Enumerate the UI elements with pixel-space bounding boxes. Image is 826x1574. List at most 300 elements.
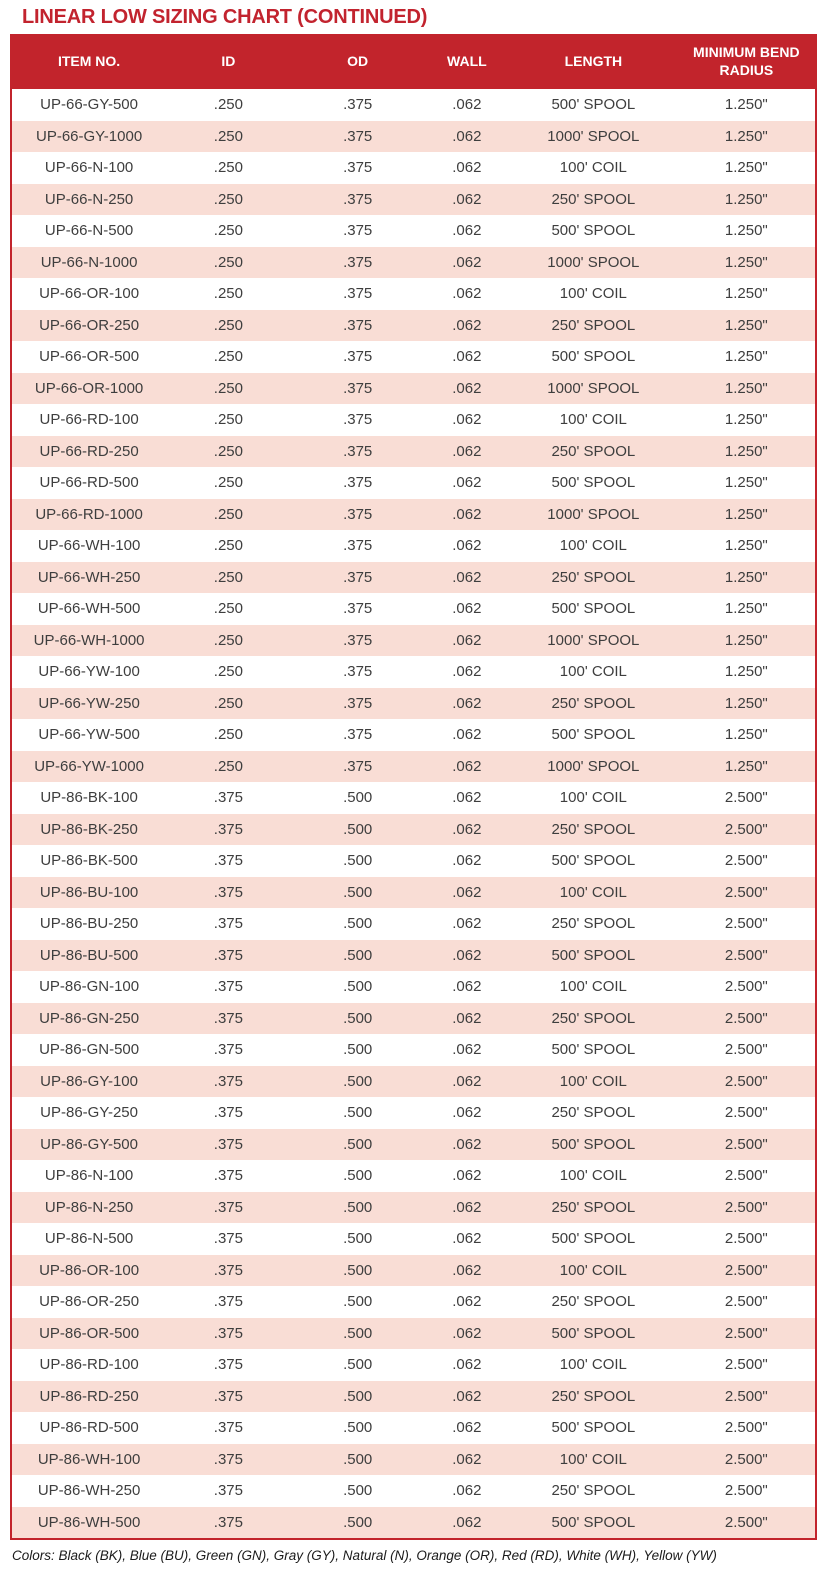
cell-length: 500' SPOOL bbox=[551, 1419, 636, 1437]
table-row bbox=[12, 625, 815, 657]
table-row bbox=[12, 1003, 815, 1035]
cell-length: 250' SPOOL bbox=[509, 562, 678, 594]
cell-id: .250 bbox=[166, 751, 290, 783]
cell-od: .500 bbox=[291, 1381, 425, 1413]
cell-wall: .062 bbox=[452, 600, 482, 618]
cell-od: .375 bbox=[291, 751, 425, 783]
cell-bend-radius: 2.500" bbox=[678, 1381, 815, 1413]
cell-id: .375 bbox=[166, 940, 290, 972]
table-row bbox=[12, 215, 815, 247]
cell-item-no: UP-66-RD-1000 bbox=[12, 499, 166, 531]
cell-od: .500 bbox=[291, 1507, 425, 1539]
cell-wall: .062 bbox=[452, 411, 482, 429]
cell-od: .375 bbox=[343, 474, 373, 492]
cell-item-no: UP-86-BK-100 bbox=[40, 789, 138, 807]
cell-id: .375 bbox=[166, 1255, 290, 1287]
table-row bbox=[12, 719, 815, 751]
cell-id: .375 bbox=[166, 1066, 290, 1098]
cell-bend-radius: 1.250" bbox=[678, 499, 815, 531]
cell-length: 100' COIL bbox=[509, 877, 678, 909]
cell-od: .375 bbox=[291, 247, 425, 279]
cell-id: .375 bbox=[166, 1192, 290, 1224]
cell-wall: .062 bbox=[452, 1041, 482, 1059]
cell-bend-radius: 2.500" bbox=[678, 1255, 815, 1287]
cell-id: .250 bbox=[166, 121, 290, 153]
cell-wall: .062 bbox=[425, 1192, 509, 1224]
cell-wall: .062 bbox=[425, 940, 509, 972]
cell-length: 1000' SPOOL bbox=[509, 121, 678, 153]
cell-bend-radius: 1.250" bbox=[724, 159, 768, 177]
table-row bbox=[12, 593, 815, 625]
cell-od: .500 bbox=[343, 915, 373, 933]
cell-wall: .062 bbox=[425, 436, 509, 468]
cell-item-no: UP-66-RD-100 bbox=[39, 411, 139, 429]
page-title: LINEAR LOW SIZING CHART (CONTINUED) bbox=[22, 6, 428, 28]
cell-item-no: UP-86-GY-100 bbox=[12, 1066, 166, 1098]
cell-item-no: UP-86-GN-500 bbox=[39, 1041, 140, 1059]
cell-item-no: UP-66-N-1000 bbox=[12, 247, 166, 279]
cell-length: 500' SPOOL bbox=[509, 1129, 678, 1161]
cell-od: .500 bbox=[291, 1129, 425, 1161]
cell-wall: .062 bbox=[452, 978, 482, 996]
table-row bbox=[12, 1349, 815, 1381]
cell-wall: .062 bbox=[452, 1167, 482, 1185]
cell-id: .375 bbox=[166, 814, 290, 846]
column-header-item-no: ITEM NO. bbox=[12, 34, 166, 89]
table-row bbox=[12, 499, 815, 531]
table-row bbox=[12, 1381, 815, 1413]
table-row bbox=[12, 530, 815, 562]
table-row bbox=[12, 1412, 815, 1444]
table-row bbox=[12, 877, 815, 909]
cell-bend-radius: 2.500" bbox=[678, 1507, 815, 1539]
cell-od: .375 bbox=[291, 184, 425, 216]
cell-item-no: UP-66-N-500 bbox=[44, 222, 134, 240]
cell-id: .250 bbox=[213, 159, 243, 177]
table-row bbox=[12, 1192, 815, 1224]
cell-length: 1000' SPOOL bbox=[509, 499, 678, 531]
cell-item-no: UP-66-OR-500 bbox=[39, 348, 140, 366]
cell-item-no: UP-86-N-250 bbox=[12, 1192, 166, 1224]
cell-od: .375 bbox=[291, 436, 425, 468]
cell-id: .375 bbox=[166, 1003, 290, 1035]
cell-id: .250 bbox=[213, 663, 243, 681]
cell-item-no: UP-66-GY-500 bbox=[40, 96, 138, 114]
cell-length: 500' SPOOL bbox=[551, 348, 636, 366]
cell-od: .375 bbox=[343, 285, 373, 303]
cell-length: 500' SPOOL bbox=[551, 96, 636, 114]
cell-length: 100' COIL bbox=[559, 159, 627, 177]
cell-item-no: UP-86-GY-500 bbox=[12, 1129, 166, 1161]
color-legend-note: Colors: Black (BK), Blue (BU), Green (GN), Gray (GY), Natural (N), Orange (OR), Red (RD), White (WH), Yellow (YW) bbox=[12, 1548, 717, 1563]
cell-item-no: UP-86-RD-500 bbox=[39, 1419, 139, 1437]
cell-wall: .062 bbox=[452, 348, 482, 366]
cell-id: .375 bbox=[213, 1167, 243, 1185]
cell-length: 500' SPOOL bbox=[551, 1230, 636, 1248]
table-row bbox=[12, 1507, 815, 1539]
cell-item-no: UP-86-BK-250 bbox=[12, 814, 166, 846]
cell-wall: .062 bbox=[452, 1356, 482, 1374]
table-row bbox=[12, 562, 815, 594]
cell-bend-radius: 1.250" bbox=[678, 751, 815, 783]
cell-bend-radius: 2.500" bbox=[724, 852, 768, 870]
cell-id: .250 bbox=[213, 726, 243, 744]
table-row bbox=[12, 373, 815, 405]
cell-bend-radius: 1.250" bbox=[678, 436, 815, 468]
cell-od: .500 bbox=[343, 1356, 373, 1374]
cell-bend-radius: 1.250" bbox=[724, 411, 768, 429]
cell-bend-radius: 2.500" bbox=[678, 1192, 815, 1224]
cell-wall: .062 bbox=[425, 814, 509, 846]
cell-id: .250 bbox=[166, 688, 290, 720]
cell-wall: .062 bbox=[452, 663, 482, 681]
cell-id: .250 bbox=[166, 562, 290, 594]
cell-length: 100' COIL bbox=[509, 1066, 678, 1098]
cell-length: 100' COIL bbox=[509, 1255, 678, 1287]
cell-bend-radius: 2.500" bbox=[678, 940, 815, 972]
cell-item-no: UP-86-OR-500 bbox=[12, 1318, 166, 1350]
cell-id: .375 bbox=[213, 978, 243, 996]
cell-length: 500' SPOOL bbox=[551, 600, 636, 618]
cell-length: 250' SPOOL bbox=[509, 310, 678, 342]
catalog-page bbox=[0, 6, 826, 1563]
cell-od: .500 bbox=[291, 1192, 425, 1224]
cell-item-no: UP-86-GN-250 bbox=[12, 1003, 166, 1035]
cell-id: .375 bbox=[166, 1318, 290, 1350]
table-row bbox=[12, 1223, 815, 1255]
cell-item-no: UP-66-N-250 bbox=[12, 184, 166, 216]
cell-length: 500' SPOOL bbox=[551, 222, 636, 240]
cell-wall: .062 bbox=[452, 789, 482, 807]
cell-item-no: UP-86-WH-100 bbox=[12, 1444, 166, 1476]
column-header-length: LENGTH bbox=[509, 34, 678, 89]
cell-item-no: UP-86-GN-100 bbox=[39, 978, 140, 996]
cell-bend-radius: 2.500" bbox=[678, 877, 815, 909]
cell-length: 500' SPOOL bbox=[551, 852, 636, 870]
cell-bend-radius: 1.250" bbox=[724, 96, 768, 114]
table-row bbox=[12, 1444, 815, 1476]
cell-bend-radius: 2.500" bbox=[678, 814, 815, 846]
cell-od: .375 bbox=[343, 726, 373, 744]
cell-length: 250' SPOOL bbox=[551, 1293, 636, 1311]
cell-bend-radius: 2.500" bbox=[678, 1129, 815, 1161]
cell-id: .250 bbox=[213, 411, 243, 429]
cell-id: .375 bbox=[213, 1104, 243, 1122]
table-row bbox=[12, 341, 815, 373]
cell-bend-radius: 1.250" bbox=[678, 688, 815, 720]
cell-length: 500' SPOOL bbox=[509, 1318, 678, 1350]
cell-od: .375 bbox=[291, 562, 425, 594]
cell-item-no: UP-86-WH-500 bbox=[12, 1507, 166, 1539]
cell-od: .500 bbox=[291, 814, 425, 846]
table-row bbox=[12, 121, 815, 153]
cell-id: .375 bbox=[213, 1419, 243, 1437]
cell-wall: .062 bbox=[425, 877, 509, 909]
cell-wall: .062 bbox=[425, 184, 509, 216]
cell-od: .500 bbox=[291, 940, 425, 972]
cell-length: 500' SPOOL bbox=[551, 474, 636, 492]
table-row bbox=[12, 467, 815, 499]
cell-wall: .062 bbox=[452, 1419, 482, 1437]
cell-length: 1000' SPOOL bbox=[509, 625, 678, 657]
cell-id: .250 bbox=[213, 348, 243, 366]
column-header-wall: WALL bbox=[425, 34, 509, 89]
cell-od: .375 bbox=[343, 348, 373, 366]
cell-id: .250 bbox=[166, 373, 290, 405]
cell-od: .375 bbox=[343, 159, 373, 177]
cell-id: .250 bbox=[166, 247, 290, 279]
column-header-bend-radius: MINIMUM BEND RADIUS bbox=[678, 34, 815, 89]
cell-id: .375 bbox=[213, 852, 243, 870]
table-row bbox=[12, 152, 815, 184]
cell-id: .375 bbox=[213, 915, 243, 933]
cell-length: 500' SPOOL bbox=[551, 1041, 636, 1059]
cell-wall: .062 bbox=[425, 373, 509, 405]
cell-length: 100' COIL bbox=[509, 1444, 678, 1476]
cell-wall: .062 bbox=[452, 1230, 482, 1248]
cell-id: .250 bbox=[166, 184, 290, 216]
table-row bbox=[12, 908, 815, 940]
cell-wall: .062 bbox=[425, 247, 509, 279]
table-row bbox=[12, 1066, 815, 1098]
cell-length: 100' COIL bbox=[559, 1167, 627, 1185]
cell-item-no: UP-86-N-100 bbox=[44, 1167, 134, 1185]
cell-item-no: UP-86-OR-100 bbox=[12, 1255, 166, 1287]
cell-wall: .062 bbox=[452, 726, 482, 744]
cell-length: 100' COIL bbox=[559, 789, 627, 807]
cell-id: .375 bbox=[166, 1129, 290, 1161]
table-row bbox=[12, 751, 815, 783]
cell-length: 250' SPOOL bbox=[551, 1482, 636, 1500]
table-header bbox=[12, 34, 815, 89]
cell-id: .375 bbox=[213, 1041, 243, 1059]
cell-item-no: UP-86-BU-500 bbox=[12, 940, 166, 972]
cell-wall: .062 bbox=[425, 562, 509, 594]
cell-od: .375 bbox=[343, 96, 373, 114]
cell-bend-radius: 2.500" bbox=[724, 1104, 768, 1122]
table-row bbox=[12, 814, 815, 846]
table-row bbox=[12, 184, 815, 216]
cell-length: 250' SPOOL bbox=[509, 1192, 678, 1224]
cell-bend-radius: 2.500" bbox=[724, 1041, 768, 1059]
cell-item-no: UP-66-WH-250 bbox=[12, 562, 166, 594]
cell-item-no: UP-66-YW-1000 bbox=[12, 751, 166, 783]
cell-od: .500 bbox=[343, 1041, 373, 1059]
cell-length: 250' SPOOL bbox=[509, 184, 678, 216]
cell-length: 1000' SPOOL bbox=[509, 751, 678, 783]
table-row bbox=[12, 278, 815, 310]
cell-item-no: UP-86-BK-500 bbox=[40, 852, 138, 870]
cell-od: .500 bbox=[291, 1444, 425, 1476]
cell-bend-radius: 1.250" bbox=[724, 348, 768, 366]
cell-bend-radius: 1.250" bbox=[678, 562, 815, 594]
table-header-row bbox=[12, 34, 815, 89]
column-header-od: OD bbox=[291, 34, 425, 89]
cell-od: .500 bbox=[343, 1230, 373, 1248]
cell-od: .375 bbox=[343, 600, 373, 618]
cell-od: .500 bbox=[343, 1104, 373, 1122]
cell-id: .250 bbox=[213, 222, 243, 240]
cell-item-no: UP-86-GY-250 bbox=[40, 1104, 138, 1122]
cell-od: .500 bbox=[291, 1003, 425, 1035]
cell-length: 100' COIL bbox=[559, 285, 627, 303]
cell-wall: .062 bbox=[425, 1066, 509, 1098]
cell-wall: .062 bbox=[452, 1104, 482, 1122]
cell-bend-radius: 2.500" bbox=[724, 1167, 768, 1185]
cell-length: 500' SPOOL bbox=[509, 940, 678, 972]
table-row bbox=[12, 1475, 815, 1507]
cell-item-no: UP-66-OR-1000 bbox=[12, 373, 166, 405]
table-row bbox=[12, 89, 815, 121]
cell-id: .250 bbox=[213, 537, 243, 555]
cell-length: 250' SPOOL bbox=[509, 814, 678, 846]
cell-bend-radius: 2.500" bbox=[678, 1066, 815, 1098]
cell-wall: .062 bbox=[452, 537, 482, 555]
cell-length: 100' COIL bbox=[559, 978, 627, 996]
cell-item-no: UP-66-RD-250 bbox=[12, 436, 166, 468]
cell-item-no: UP-86-WH-250 bbox=[37, 1482, 141, 1500]
cell-id: .375 bbox=[166, 1381, 290, 1413]
cell-od: .375 bbox=[291, 688, 425, 720]
cell-od: .500 bbox=[291, 877, 425, 909]
cell-id: .375 bbox=[213, 789, 243, 807]
cell-id: .375 bbox=[213, 1356, 243, 1374]
table-row bbox=[12, 1034, 815, 1066]
cell-length: 1000' SPOOL bbox=[509, 247, 678, 279]
cell-id: .375 bbox=[166, 1507, 290, 1539]
table-row bbox=[12, 1097, 815, 1129]
cell-length: 500' SPOOL bbox=[509, 1507, 678, 1539]
cell-od: .500 bbox=[291, 1066, 425, 1098]
cell-bend-radius: 2.500" bbox=[724, 915, 768, 933]
cell-length: 100' COIL bbox=[559, 663, 627, 681]
cell-wall: .062 bbox=[452, 474, 482, 492]
cell-od: .375 bbox=[291, 310, 425, 342]
cell-bend-radius: 2.500" bbox=[724, 1356, 768, 1374]
table-row bbox=[12, 1255, 815, 1287]
cell-bend-radius: 1.250" bbox=[724, 222, 768, 240]
cell-id: .250 bbox=[166, 625, 290, 657]
cell-od: .375 bbox=[343, 537, 373, 555]
cell-bend-radius: 1.250" bbox=[678, 625, 815, 657]
cell-length: 250' SPOOL bbox=[551, 1104, 636, 1122]
sizing-table-container bbox=[10, 34, 817, 1540]
cell-wall: .062 bbox=[425, 310, 509, 342]
cell-od: .500 bbox=[291, 1255, 425, 1287]
cell-bend-radius: 1.250" bbox=[724, 537, 768, 555]
cell-wall: .062 bbox=[452, 852, 482, 870]
cell-wall: .062 bbox=[452, 159, 482, 177]
cell-od: .500 bbox=[343, 1482, 373, 1500]
cell-bend-radius: 1.250" bbox=[724, 474, 768, 492]
cell-od: .500 bbox=[291, 1318, 425, 1350]
cell-bend-radius: 2.500" bbox=[724, 1419, 768, 1437]
cell-od: .375 bbox=[343, 663, 373, 681]
cell-id: .250 bbox=[166, 436, 290, 468]
cell-wall: .062 bbox=[425, 751, 509, 783]
cell-item-no: UP-66-YW-250 bbox=[12, 688, 166, 720]
cell-bend-radius: 1.250" bbox=[678, 373, 815, 405]
cell-item-no: UP-66-OR-250 bbox=[12, 310, 166, 342]
cell-length: 100' COIL bbox=[559, 411, 627, 429]
cell-bend-radius: 2.500" bbox=[724, 789, 768, 807]
cell-wall: .062 bbox=[452, 285, 482, 303]
cell-id: .250 bbox=[213, 285, 243, 303]
cell-bend-radius: 1.250" bbox=[724, 285, 768, 303]
cell-length: 250' SPOOL bbox=[551, 915, 636, 933]
cell-bend-radius: 1.250" bbox=[724, 600, 768, 618]
cell-length: 500' SPOOL bbox=[551, 726, 636, 744]
cell-bend-radius: 1.250" bbox=[678, 184, 815, 216]
cell-wall: .062 bbox=[425, 499, 509, 531]
cell-id: .250 bbox=[213, 600, 243, 618]
cell-od: .500 bbox=[343, 1293, 373, 1311]
cell-item-no: UP-86-RD-250 bbox=[12, 1381, 166, 1413]
cell-id: .375 bbox=[166, 877, 290, 909]
table-row bbox=[12, 940, 815, 972]
table-row bbox=[12, 404, 815, 436]
cell-item-no: UP-66-WH-500 bbox=[37, 600, 141, 618]
cell-bend-radius: 1.250" bbox=[678, 310, 815, 342]
cell-item-no: UP-66-WH-1000 bbox=[12, 625, 166, 657]
cell-item-no: UP-66-WH-100 bbox=[37, 537, 141, 555]
cell-id: .250 bbox=[213, 474, 243, 492]
table-row bbox=[12, 310, 815, 342]
sizing-table bbox=[12, 34, 815, 1538]
cell-length: 1000' SPOOL bbox=[509, 373, 678, 405]
cell-od: .500 bbox=[343, 852, 373, 870]
cell-wall: .062 bbox=[452, 1482, 482, 1500]
table-row bbox=[12, 1160, 815, 1192]
cell-bend-radius: 2.500" bbox=[678, 1003, 815, 1035]
cell-wall: .062 bbox=[425, 625, 509, 657]
cell-wall: .062 bbox=[425, 1318, 509, 1350]
cell-item-no: UP-66-OR-100 bbox=[39, 285, 140, 303]
cell-od: .375 bbox=[343, 411, 373, 429]
cell-bend-radius: 1.250" bbox=[678, 121, 815, 153]
cell-wall: .062 bbox=[425, 1507, 509, 1539]
cell-bend-radius: 2.500" bbox=[724, 1482, 768, 1500]
cell-bend-radius: 1.250" bbox=[724, 663, 768, 681]
cell-length: 250' SPOOL bbox=[509, 1003, 678, 1035]
cell-item-no: UP-86-OR-250 bbox=[39, 1293, 140, 1311]
table-row bbox=[12, 688, 815, 720]
cell-length: 250' SPOOL bbox=[509, 1381, 678, 1413]
cell-od: .500 bbox=[343, 978, 373, 996]
cell-id: .250 bbox=[213, 96, 243, 114]
cell-item-no: UP-86-BU-250 bbox=[39, 915, 139, 933]
table-row bbox=[12, 782, 815, 814]
cell-item-no: UP-86-N-500 bbox=[44, 1230, 134, 1248]
cell-wall: .062 bbox=[425, 1003, 509, 1035]
cell-length: 100' COIL bbox=[559, 537, 627, 555]
cell-id: .375 bbox=[213, 1230, 243, 1248]
cell-length: 100' COIL bbox=[559, 1356, 627, 1374]
table-row bbox=[12, 1286, 815, 1318]
cell-length: 250' SPOOL bbox=[509, 688, 678, 720]
cell-wall: .062 bbox=[425, 121, 509, 153]
cell-od: .500 bbox=[343, 1419, 373, 1437]
cell-id: .250 bbox=[166, 499, 290, 531]
table-row bbox=[12, 436, 815, 468]
cell-bend-radius: 1.250" bbox=[724, 726, 768, 744]
cell-bend-radius: 2.500" bbox=[678, 1318, 815, 1350]
cell-od: .500 bbox=[343, 789, 373, 807]
cell-wall: .062 bbox=[425, 1381, 509, 1413]
cell-id: .250 bbox=[166, 310, 290, 342]
table-row bbox=[12, 1129, 815, 1161]
cell-od: .375 bbox=[291, 625, 425, 657]
